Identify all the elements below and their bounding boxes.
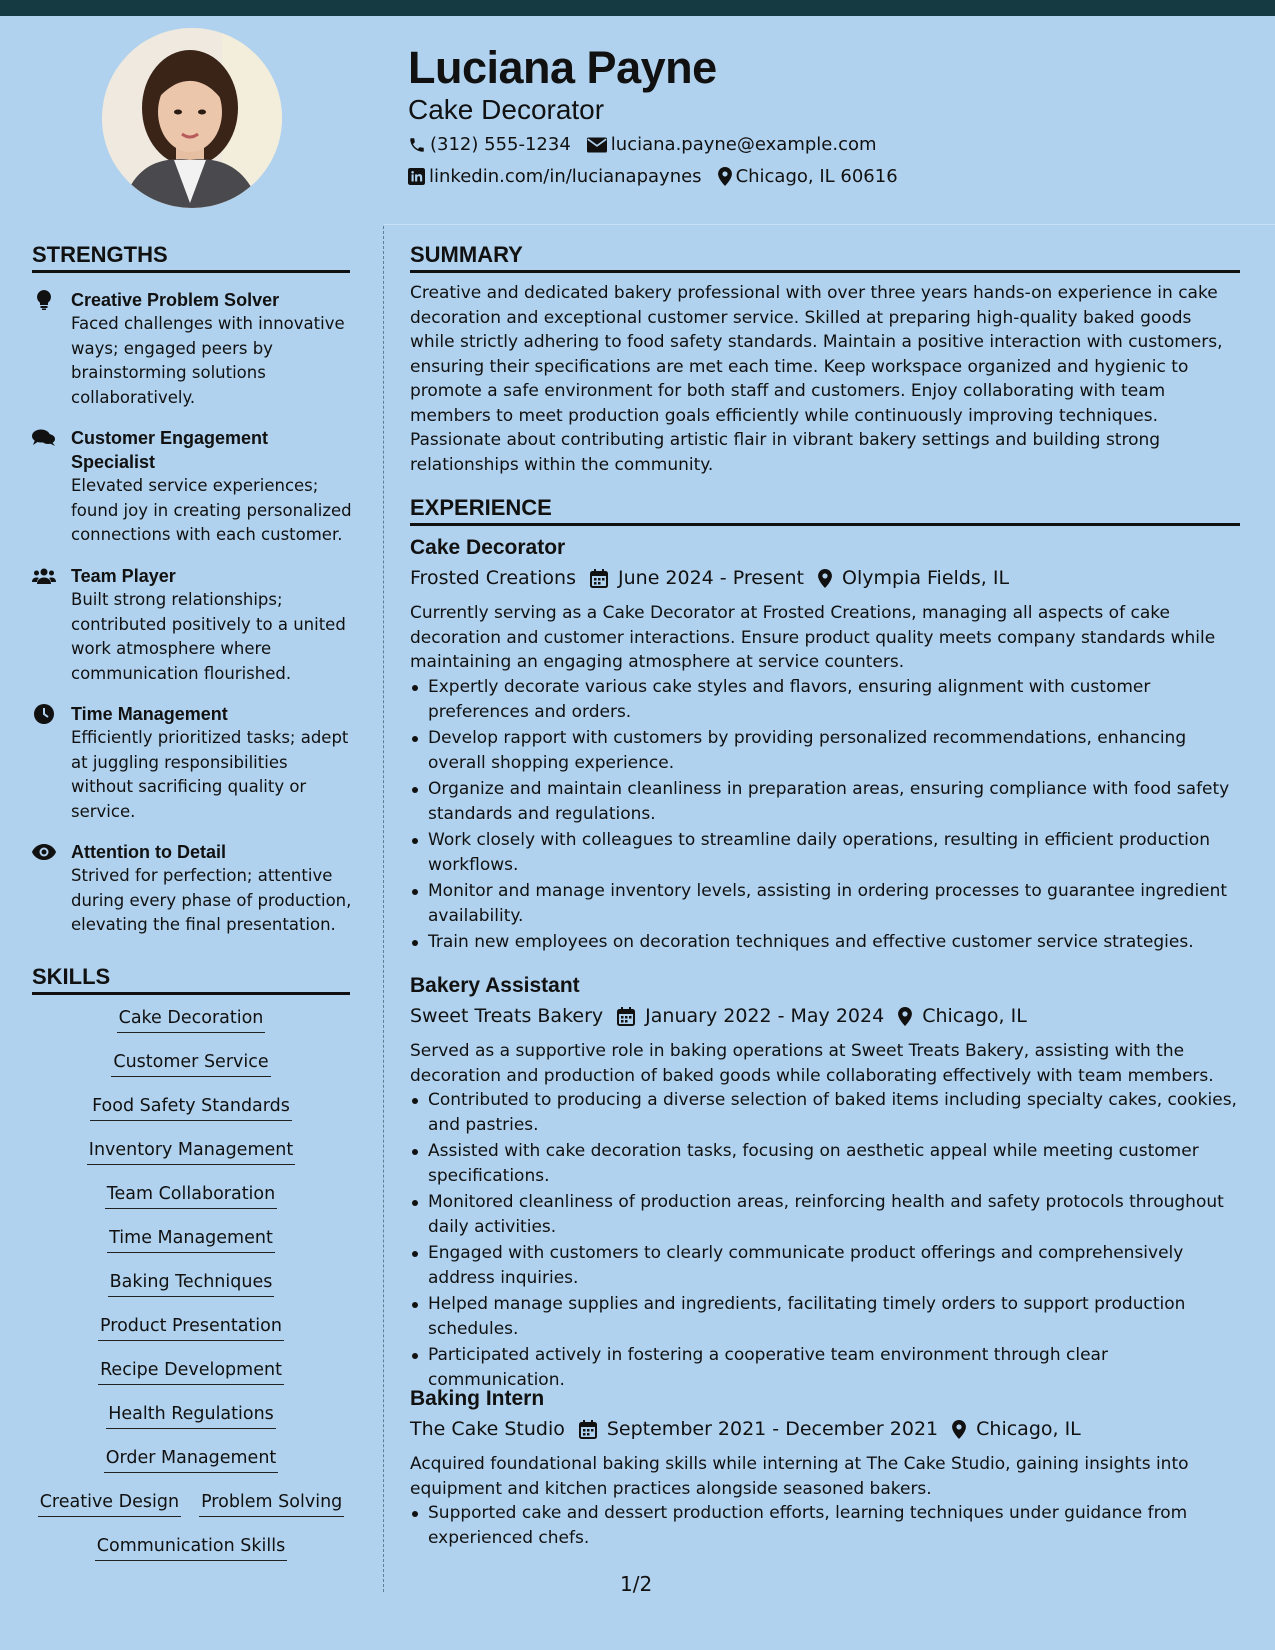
job-location <box>952 1418 1081 1440</box>
skill-tag: Baking Techniques <box>108 1269 275 1297</box>
lightbulb-icon <box>32 289 56 311</box>
strength-desc: Elevated service experiences; found joy in creating personalized connections with each customer. <box>71 476 352 544</box>
phone-icon <box>408 136 426 154</box>
job-dates-text: September 2021 - December 2021 <box>606 1418 939 1440</box>
skill-tag: Recipe Development <box>98 1357 284 1385</box>
bullet-item: Expertly decorate various cake styles and flavors, ensuring alignment with customer preferences and orders. <box>410 675 1240 724</box>
bullet-item: Monitored cleanliness of production areas, reinforcing health and safety protocols throughout daily activities. <box>410 1190 1240 1239</box>
strength-item <box>32 702 352 824</box>
job-description: Served as a supportive role in baking operations at Sweet Treats Bakery, assisting with the decoration and production of baked goods while collaborating effectively with team members. <box>410 1041 1214 1086</box>
email-text: luciana.payne@example.com <box>610 134 877 155</box>
linkedin-icon <box>408 168 425 185</box>
skill-tag: Creative Design <box>38 1489 181 1517</box>
job-dates <box>579 1418 938 1440</box>
calendar-icon <box>617 1007 635 1026</box>
map-marker-icon <box>818 569 832 588</box>
skills-heading: SKILLS <box>32 964 350 995</box>
comments-icon <box>32 427 56 449</box>
skill-tag: Health Regulations <box>106 1401 276 1429</box>
column-divider <box>383 226 384 1592</box>
skill-tag: Customer Service <box>111 1049 270 1077</box>
job-location-text: Olympia Fields, IL <box>842 567 1010 589</box>
strength-title: Team Player <box>71 566 176 586</box>
calendar-icon <box>590 569 608 588</box>
bullet-item: Develop rapport with customers by providing personalized recommendations, enhancing overall shopping experience. <box>410 726 1240 775</box>
strength-desc: Strived for perfection; attentive during every phase of production, elevating the final presentation. <box>71 866 352 934</box>
users-icon <box>32 565 56 587</box>
location-contact <box>718 166 898 187</box>
strength-desc: Efficiently prioritized tasks; adept at juggling responsibilities without sacrificing quality or service. <box>71 728 349 821</box>
bullet-item: Assisted with cake decoration tasks, focusing on aesthetic appeal while meeting customer specifications. <box>410 1139 1240 1188</box>
bullet-item: Train new employees on decoration techniques and effective customer service strategies. <box>410 930 1240 955</box>
bullet-item: Organize and maintain cleanliness in preparation areas, ensuring compliance with food safety standards and regulations. <box>410 777 1240 826</box>
job-meta <box>410 567 1023 589</box>
skill-tag: Communication Skills <box>95 1533 287 1561</box>
strength-title: Creative Problem Solver <box>71 290 280 310</box>
contact-row-1 <box>408 134 893 155</box>
bullet-item: Work closely with colleagues to streamline daily operations, resulting in efficient production workflows. <box>410 828 1240 877</box>
clock-icon <box>32 703 56 725</box>
candidate-role: Cake Decorator <box>408 94 605 125</box>
linkedin-contact[interactable] <box>408 166 702 187</box>
strength-title: Customer Engagement Specialist <box>71 428 269 472</box>
eye-icon <box>32 841 56 863</box>
skill-tag: Food Safety Standards <box>90 1093 292 1121</box>
job-location <box>818 567 1009 589</box>
company-name: Frosted Creations <box>410 567 576 589</box>
linkedin-text: linkedin.com/in/lucianapaynes <box>429 166 702 187</box>
envelope-icon <box>587 137 607 153</box>
experience-heading: EXPERIENCE <box>410 495 1240 526</box>
top-bar <box>0 0 1275 16</box>
strength-desc: Faced challenges with innovative ways; engaged peers by brainstorming solutions collaboratively. <box>71 314 345 407</box>
job-title: Cake Decorator <box>410 536 566 559</box>
skill-tag: Cake Decoration <box>117 1005 266 1033</box>
job-title: Bakery Assistant <box>410 974 580 997</box>
bullet-item: Contributed to producing a diverse selection of baked items including specialty cakes, cookies, and pastries. <box>410 1088 1240 1137</box>
skill-tag: Problem Solving <box>199 1489 344 1517</box>
candidate-name: Luciana Payne <box>408 42 717 93</box>
email-contact[interactable] <box>587 134 877 155</box>
bullet-item: Engaged with customers to clearly communicate product offerings and comprehensively address inquiries. <box>410 1241 1240 1290</box>
strength-title: Time Management <box>71 704 228 724</box>
skills-list <box>32 1005 350 1561</box>
job-dates-text: June 2024 - Present <box>618 567 804 589</box>
location-text: Chicago, IL 60616 <box>735 166 898 187</box>
strength-desc: Built strong relationships; contributed positively to a united work atmosphere where communication flourished. <box>71 590 346 683</box>
summary-heading: SUMMARY <box>410 242 1240 273</box>
profile-photo <box>102 28 282 208</box>
job-meta <box>410 1005 1041 1027</box>
job-location <box>898 1005 1027 1027</box>
map-marker-icon <box>718 167 732 186</box>
strengths-heading: STRENGTHS <box>32 242 350 273</box>
skill-tag: Inventory Management <box>87 1137 295 1165</box>
job-location-text: Chicago, IL <box>922 1005 1027 1027</box>
job-dates-text: January 2022 - May 2024 <box>645 1005 885 1027</box>
job-location-text: Chicago, IL <box>976 1418 1081 1440</box>
job-meta <box>410 1418 1095 1440</box>
bullet-item: Participated actively in fostering a cooperative team environment through clear communication. <box>410 1343 1240 1392</box>
skill-tag: Product Presentation <box>98 1313 284 1341</box>
job-bullets <box>410 1088 1240 1394</box>
skill-tag: Team Collaboration <box>105 1181 277 1209</box>
bullet-item: Helped manage supplies and ingredients, facilitating timely orders to support production schedules. <box>410 1292 1240 1341</box>
phone-contact[interactable] <box>408 134 571 155</box>
job-bullets <box>410 1501 1240 1552</box>
map-marker-icon <box>898 1007 912 1026</box>
strength-item <box>32 840 352 938</box>
job-description: Acquired foundational baking skills while interning at The Cake Studio, gaining insights into equipment and kitchen practices alongside seasoned bakers. <box>410 1454 1189 1499</box>
contact-row-2 <box>408 166 914 187</box>
map-marker-icon <box>952 1420 966 1439</box>
skill-tag: Order Management <box>104 1445 279 1473</box>
strength-title: Attention to Detail <box>71 842 226 862</box>
company-name: The Cake Studio <box>410 1418 565 1440</box>
strength-item <box>32 564 352 686</box>
strength-item <box>32 426 352 548</box>
job-dates <box>590 567 804 589</box>
summary-text: Creative and dedicated bakery professional with over three years hands-on experience in cake decoration and exceptional customer service. Skilled at preparing high-quality baked goods while strictly adhering to food safety standards. Maintain a positive interaction with customers, ensuring their specifications are met each time. Keep workspace organized and hygienic to promote a safe environment for both staff and customers. Enjoy collaborating with team members to meet production goals efficiently while continuously improving techniques. Passionate about contributing artistic flair in vibrant bakery settings and building strong relationships within the community. <box>410 283 1223 475</box>
skill-tag: Time Management <box>107 1225 275 1253</box>
job-dates <box>617 1005 884 1027</box>
header-divider <box>384 224 1275 225</box>
phone-text: (312) 555-1234 <box>430 134 571 155</box>
bullet-item: Monitor and manage inventory levels, assisting in ordering processes to guarantee ingredient availability. <box>410 879 1240 928</box>
calendar-icon <box>579 1420 597 1439</box>
job-bullets <box>410 675 1240 957</box>
strength-item <box>32 288 352 410</box>
job-title: Baking Intern <box>410 1387 545 1410</box>
job-description: Currently serving as a Cake Decorator at Frosted Creations, managing all aspects of cake decoration and customer interactions. Ensure product quality meets company standards while maintaining an engaging atmosphere at service counters. <box>410 603 1216 672</box>
company-name: Sweet Treats Bakery <box>410 1005 604 1027</box>
bullet-item: Supported cake and dessert production efforts, learning techniques under guidance from experienced chefs. <box>410 1501 1240 1550</box>
page-number: 1/2 <box>620 1572 653 1596</box>
